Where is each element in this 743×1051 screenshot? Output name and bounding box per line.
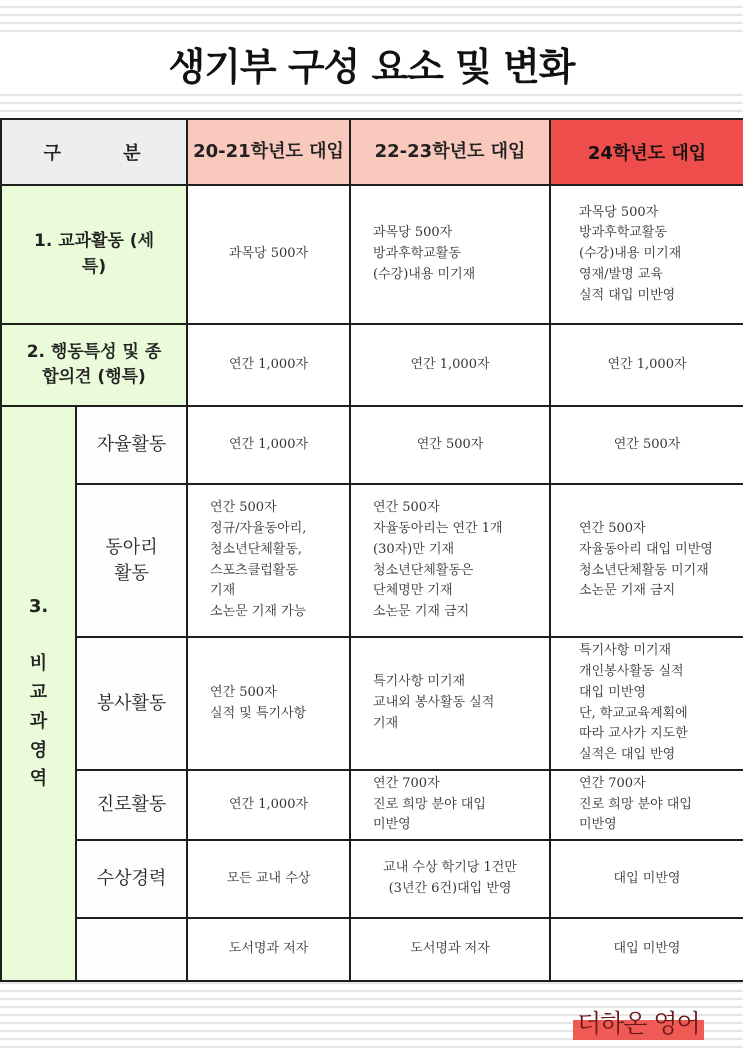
cell-dongari-24: 연간 500자 자율동아리 대입 미반영 청소년단체활동 미기재 소논문 기재 금지	[550, 484, 743, 637]
cell-susang-2223: 교내 수상 학기당 1건만 (3년간 6건)대입 반영	[350, 840, 550, 918]
cell-setuk-24: 과목당 500자 방과후학교활동 (수강)내용 미기재 영재/발명 교육 실적 대입 미반영	[550, 185, 743, 324]
table-row-setuk	[1, 185, 743, 324]
cell-haengteuk-2021: 연간 1,000자	[187, 324, 350, 406]
row-label-haengteuk: 2. 행동특성 및 종합의견 (행특)	[1, 324, 187, 406]
watermark-logo: 더하온 영어	[573, 1004, 704, 1040]
header-24: 24학년도 대입	[550, 119, 743, 185]
row-label-bigyogwa: 3. 비 교 과 영 역	[1, 406, 76, 981]
row-label-jayul: 자율활동	[76, 406, 187, 484]
table-row-dokseo	[1, 918, 743, 981]
cell-jayul-2223: 연간 500자	[350, 406, 550, 484]
cell-jinro-2223: 연간 700자 진로 희망 분야 대입 미반영	[350, 770, 550, 840]
table-row-bongsa	[1, 637, 743, 770]
table-row-jinro	[1, 770, 743, 840]
row-label-jinro: 진로활동	[76, 770, 187, 840]
cell-dongari-2021: 연간 500자 정규/자율동아리, 청소년단체활동, 스포츠클럽활동 기재 소논문 기재 가능	[187, 484, 350, 637]
row-label-bongsa: 봉사활동	[76, 637, 187, 770]
table-row-dongari	[1, 484, 743, 637]
cell-bongsa-2021: 연간 500자 실적 및 특기사항	[187, 637, 350, 770]
row-label-dokseo	[76, 918, 187, 981]
cell-susang-24: 대입 미반영	[550, 840, 743, 918]
row-label-setuk: 1. 교과활동 (세특)	[1, 185, 187, 324]
cell-dokseo-2223: 도서명과 저자	[350, 918, 550, 981]
cell-setuk-2223: 과목당 500자 방과후학교활동 (수강)내용 미기재	[350, 185, 550, 324]
header-2223: 22-23학년도 대입	[350, 119, 550, 185]
comparison-table	[0, 118, 743, 982]
cell-jinro-24: 연간 700자 진로 희망 분야 대입 미반영	[550, 770, 743, 840]
page-title: 생기부 구성 요소 및 변화	[0, 36, 743, 91]
cell-jinro-2021: 연간 1,000자	[187, 770, 350, 840]
header-gubun: 구 분	[1, 119, 187, 185]
cell-bongsa-2223: 특기사항 미기재 교내외 봉사활동 실적 기재	[350, 637, 550, 770]
header-2021: 20-21학년도 대입	[187, 119, 350, 185]
cell-jayul-24: 연간 500자	[550, 406, 743, 484]
header-row	[1, 119, 743, 185]
row-label-susang: 수상경력	[76, 840, 187, 918]
cell-dokseo-2021: 도서명과 저자	[187, 918, 350, 981]
cell-susang-2021: 모든 교내 수상	[187, 840, 350, 918]
cell-haengteuk-2223: 연간 1,000자	[350, 324, 550, 406]
table-row-susang	[1, 840, 743, 918]
cell-setuk-2021: 과목당 500자	[187, 185, 350, 324]
table-row-jayul	[1, 406, 743, 484]
cell-bongsa-24: 특기사항 미기재 개인봉사활동 실적 대입 미반영 단, 학교교육계획에 따라 교사가 지도한 실적은 대입 반영	[550, 637, 743, 770]
cell-dokseo-24: 대입 미반영	[550, 918, 743, 981]
cell-jayul-2021: 연간 1,000자	[187, 406, 350, 484]
table-row-haengteuk	[1, 324, 743, 406]
cell-haengteuk-24: 연간 1,000자	[550, 324, 743, 406]
row-label-dongari: 동아리 활동	[76, 484, 187, 637]
cell-dongari-2223: 연간 500자 자율동아리는 연간 1개 (30자)만 기재 청소년단체활동은 단체명만 기재 소논문 기재 금지	[350, 484, 550, 637]
